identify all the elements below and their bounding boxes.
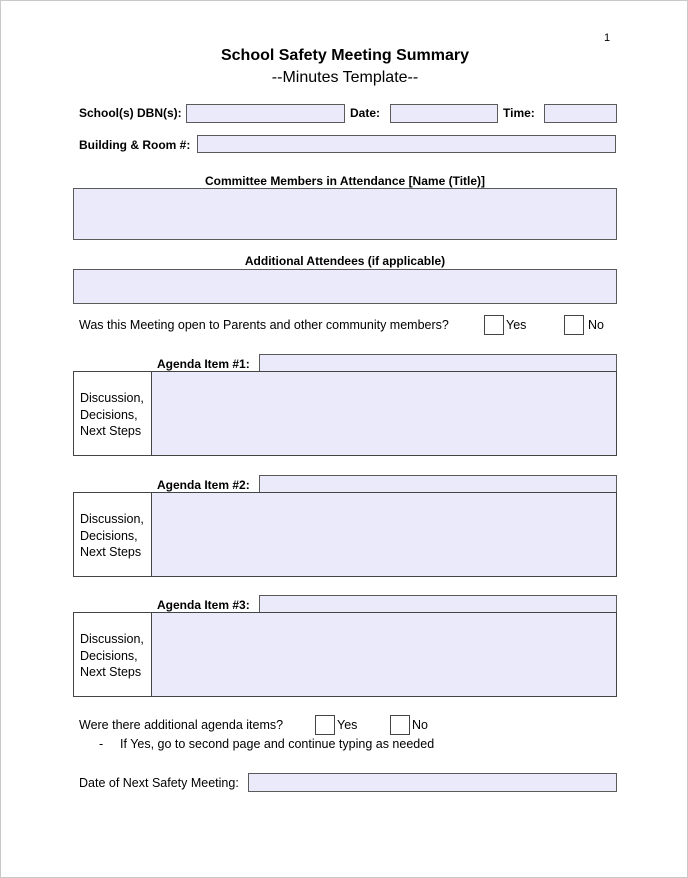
date-label: Date: <box>350 106 381 120</box>
open-meeting-yes-label: Yes <box>506 318 527 332</box>
agenda-item-1-discussion-field[interactable] <box>152 372 616 455</box>
agenda-item-1-label: Agenda Item #1: <box>157 357 250 371</box>
instruction-bullet: - <box>99 737 104 751</box>
additional-items-instruction: If Yes, go to second page and continue typing as needed <box>120 737 435 751</box>
agenda-item-3-label: Agenda Item #3: <box>157 598 250 612</box>
agenda-item-2-box <box>73 492 617 577</box>
side-line: Next Steps <box>80 424 142 438</box>
agenda-item-2-title-field[interactable] <box>259 475 617 493</box>
additional-items-no-label: No <box>412 718 428 732</box>
agenda-item-2-label: Agenda Item #2: <box>157 478 250 492</box>
school-dbn-label: School(s) DBN(s): <box>79 106 182 120</box>
committee-members-field[interactable] <box>73 188 617 240</box>
agenda-item-3-title-field[interactable] <box>259 595 617 613</box>
side-line: Decisions, <box>80 407 138 422</box>
additional-attendees-label: Additional Attendees (if applicable) <box>244 254 446 268</box>
additional-items-question: Were there additional agenda items? <box>79 718 284 732</box>
page-title: School Safety Meeting Summary <box>220 47 470 64</box>
agenda-item-3-discussion-field[interactable] <box>152 613 616 696</box>
open-meeting-no-checkbox[interactable] <box>564 315 584 335</box>
side-line: Next Steps <box>80 665 142 679</box>
agenda-item-2-side-label <box>74 493 152 576</box>
side-line: Next Steps <box>80 545 142 559</box>
next-meeting-date-field[interactable] <box>248 773 617 792</box>
agenda-item-3-box <box>73 612 617 697</box>
open-meeting-no-label: No <box>588 318 604 332</box>
building-room-field[interactable] <box>197 135 616 153</box>
additional-attendees-field[interactable] <box>73 269 617 304</box>
side-line: Discussion, <box>80 512 144 526</box>
side-line: Decisions, <box>80 648 138 663</box>
additional-items-yes-checkbox[interactable] <box>315 715 335 735</box>
agenda-item-1-title-field[interactable] <box>259 354 617 372</box>
side-line: Decisions, <box>80 528 138 543</box>
open-meeting-yes-checkbox[interactable] <box>484 315 504 335</box>
side-line: Discussion, <box>80 391 144 405</box>
side-line: Discussion, <box>80 632 144 646</box>
open-meeting-question: Was this Meeting open to Parents and other community members? <box>79 318 449 332</box>
agenda-item-1-box <box>73 371 617 456</box>
time-label: Time: <box>503 106 535 120</box>
page-subtitle: --Minutes Template-- <box>271 69 419 86</box>
building-room-label: Building & Room #: <box>79 138 191 152</box>
committee-label: Committee Members in Attendance [Name (Title)] <box>204 174 486 188</box>
agenda-item-1-side-label <box>74 372 152 455</box>
school-dbn-field[interactable] <box>186 104 345 123</box>
next-meeting-label: Date of Next Safety Meeting: <box>79 776 239 790</box>
additional-items-no-checkbox[interactable] <box>390 715 410 735</box>
date-field[interactable] <box>390 104 498 123</box>
additional-items-yes-label: Yes <box>337 718 358 732</box>
page-number: 1 <box>604 32 611 44</box>
time-field[interactable] <box>544 104 617 123</box>
agenda-item-2-discussion-field[interactable] <box>152 493 616 576</box>
agenda-item-3-side-label <box>74 613 152 696</box>
